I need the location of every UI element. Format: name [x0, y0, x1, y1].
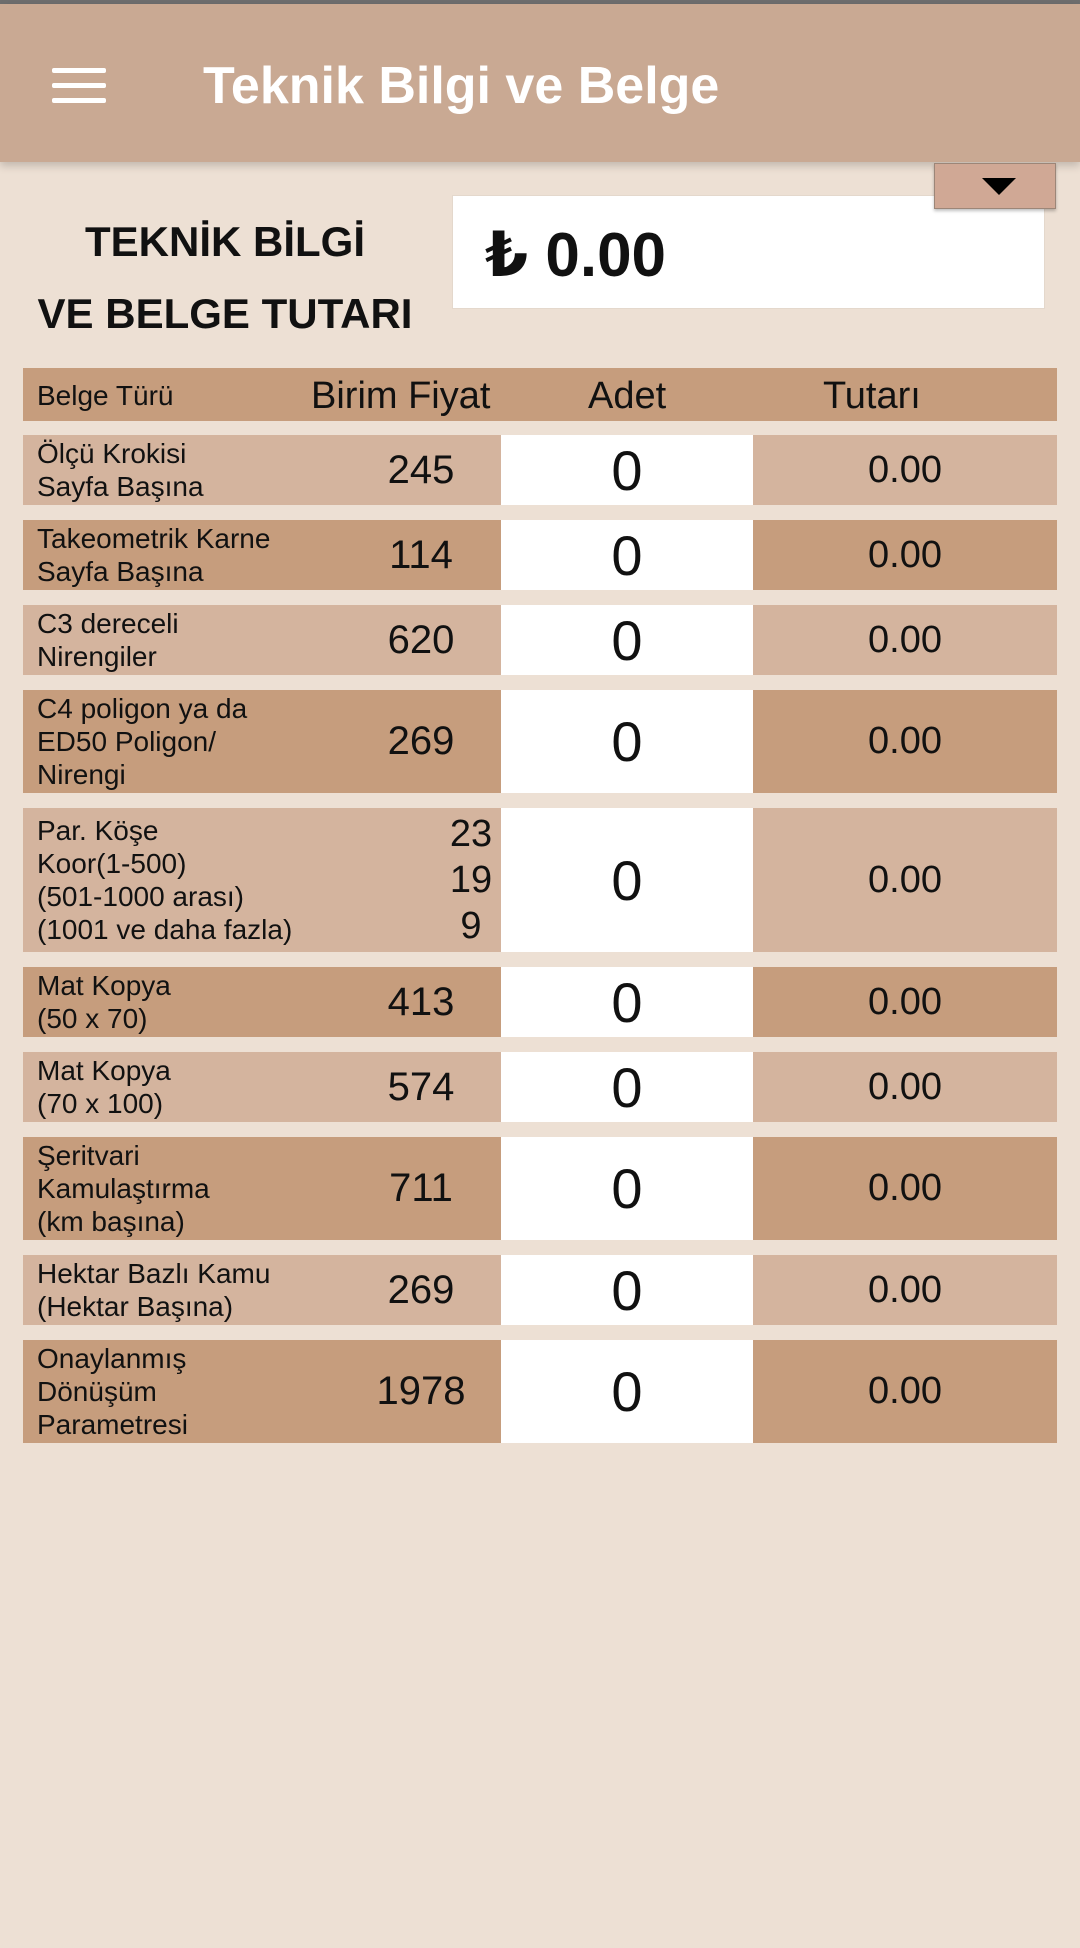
row-unit-price: 245 [387, 447, 455, 492]
total-value: ₺ 0.00 [485, 221, 667, 290]
app-bar [0, 4, 1080, 162]
row-unit-price: 574 [387, 1064, 455, 1109]
quantity-input[interactable]: 0 [501, 1255, 753, 1325]
table-row [23, 1255, 1057, 1325]
quantity-input[interactable]: 0 [501, 435, 753, 505]
table-row [23, 808, 1057, 952]
row-name: C4 poligon ya da ED50 Poligon/ Nirengi [37, 693, 248, 790]
row-unit-price: 1978 [376, 1369, 466, 1413]
quantity-input[interactable]: 0 [501, 808, 753, 952]
table-row [23, 1137, 1057, 1240]
row-unit-price: 114 [389, 532, 453, 577]
row-unit-price: 620 [387, 617, 455, 662]
row-name: Mat Kopya (50 x 70) [37, 970, 171, 1034]
column-header-tutari: Tutarı [823, 375, 921, 417]
quantity-input[interactable]: 0 [501, 690, 753, 793]
total-label-line1: TEKNİK BİLGİ [85, 218, 365, 265]
total-display [452, 195, 1045, 309]
row-name: Ölçü Krokisi Sayfa Başına [37, 438, 204, 502]
quantity-input[interactable]: 0 [501, 605, 753, 675]
row-amount: 0.00 [868, 1167, 942, 1209]
table-row [23, 967, 1057, 1037]
row-name: Hektar Bazlı Kamu (Hektar Başına) [37, 1258, 271, 1322]
caret-down-icon [982, 178, 1016, 195]
row-amount: 0.00 [868, 533, 942, 576]
quantity-input[interactable]: 0 [501, 520, 753, 590]
quantity-input[interactable]: 0 [501, 1052, 753, 1122]
row-unit-price: 269 [387, 1267, 455, 1312]
row-amount: 0.00 [868, 448, 942, 491]
price-tier-3: 9 [460, 905, 482, 947]
price-tier-2: 19 [449, 859, 493, 901]
table-row [23, 605, 1057, 675]
column-header-adet: Adet [588, 375, 667, 417]
row-name: Takeometrik Karne Sayfa Başına [37, 523, 271, 587]
row-name: Şeritvari Kamulaştırma (km başına) [37, 1140, 210, 1237]
row-amount: 0.00 [868, 1370, 942, 1412]
quantity-input[interactable]: 0 [501, 1340, 753, 1443]
table-row [23, 690, 1057, 793]
column-header-belge-turu: Belge Türü [37, 380, 174, 411]
row-amount: 0.00 [868, 980, 942, 1023]
row-amount: 0.00 [868, 618, 942, 661]
page-title: Teknik Bilgi ve Belge [203, 57, 720, 115]
table-header [23, 368, 1057, 421]
row-amount: 0.00 [868, 1065, 942, 1108]
row-amount: 0.00 [868, 858, 942, 901]
table-row [23, 1052, 1057, 1122]
hamburger-menu-icon[interactable] [52, 66, 106, 106]
row-name: C3 dereceli Nirengiler [37, 608, 179, 672]
table-row [23, 435, 1057, 505]
row-unit-price: 413 [387, 979, 455, 1024]
row-unit-price: 711 [389, 1166, 453, 1210]
quantity-input[interactable]: 0 [501, 1137, 753, 1240]
dropdown-button[interactable] [934, 163, 1056, 209]
column-header-birim-fiyat: Birim Fiyat [311, 375, 491, 417]
total-label [25, 206, 425, 350]
table-row [23, 1340, 1057, 1443]
table-row [23, 520, 1057, 590]
row-amount: 0.00 [868, 1268, 942, 1311]
total-label-line2: VE BELGE TUTARI [37, 290, 413, 337]
row-amount: 0.00 [868, 720, 942, 762]
row-name: Onaylanmış Dönüşüm Parametresi [37, 1343, 188, 1440]
price-tier-1: 23 [449, 813, 493, 855]
row-unit-price: 269 [387, 719, 455, 763]
row-name: Par. Köşe Koor(1-500) (501-1000 arası) (1001 ve daha fazla) [37, 815, 293, 945]
quantity-input[interactable]: 0 [501, 967, 753, 1037]
row-name: Mat Kopya (70 x 100) [37, 1055, 171, 1119]
